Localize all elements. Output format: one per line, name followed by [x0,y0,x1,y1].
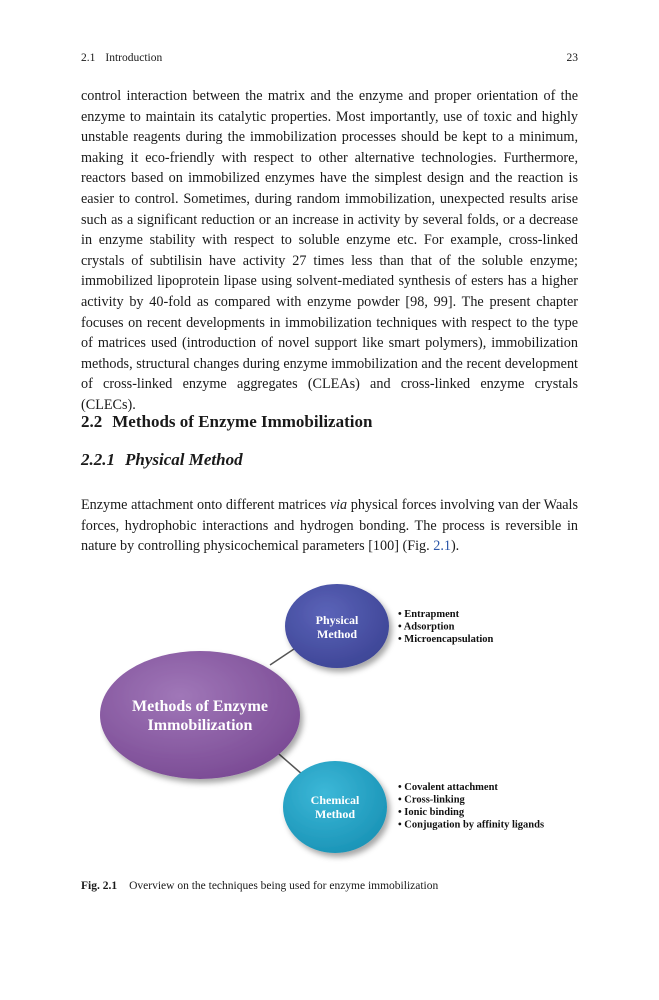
page-number: 23 [566,52,578,64]
running-head-left [81,52,162,64]
physical-method-list [398,609,494,645]
chemical-method-item: • Conjugation by affinity ligands [398,819,545,831]
figure-caption [81,880,438,892]
figure-caption-text: Overview on the techniques being used for enzyme immobilization [129,880,439,892]
section-heading [81,412,372,432]
section-number: 2.2 [81,412,103,431]
chemical-method-list [398,782,544,831]
subsection-number: 2.2.1 [81,450,115,469]
chemical-method-item: • Cross-linking [398,794,465,806]
running-head-section: 2.1 [81,52,96,64]
paragraph-physical-method [81,495,578,557]
paragraph-intro-text: control interaction between the matrix and the enzyme and proper orientation of the enzyme to maintain its catalytic properties. Most importantly, use of toxic and highly unstable reagents during the immobilization processes should be kept to a minimum, making it eco-friendly with respect to other alternative technologies. Furthermore, reactors based on immobilized enzymes have the simplest design and the reaction is easier to control. Sometimes, during random immobilization, unexpected results arise such as a significant reduction or an increase in activity by several folds, or a decrease in enzyme stability with respect to soluble enzyme etc. For example, cross-linked crystals of subtilisin have activity 27 times less than that of the soluble enzyme; immobilized lipoprotein lipase using solvent-mediated synthesis of esters has a higher activity by 40-fold as compared with enzyme powder [98, 99]. The present chapter focuses on recent developments in immobilization techniques with respect to the type of matrices used (introduction of novel support like smart polymers), immobilization methods, structural changes during enzyme immobilization and the recent development of cross-linked enzyme aggregates (CLEAs) and cross-linked enzyme crystals (CLECs). [81,88,578,413]
physical-method-item: • Entrapment [398,609,460,620]
chemical-method-item: • Ionic binding [398,807,465,818]
physical-node-line2: Method [317,627,357,641]
chemical-method-item: • Covalent attachment [398,782,498,793]
figure-reference-link[interactable]: 2.1 [433,538,451,555]
center-node-line2: Immobilization [147,717,253,734]
physical-method-item: • Adsorption [398,621,455,633]
paragraph-intro [81,86,578,416]
center-node-line1: Methods of Enzyme [132,698,268,715]
section-title: Methods of Enzyme Immobilization [112,412,373,431]
physical-node-line1: Physical [315,613,359,627]
physical-method-item: • Microencapsulation [398,634,494,645]
chemical-node-line2: Method [315,807,355,821]
figure-caption-label: Fig. 2.1 [81,880,118,892]
running-head [81,52,578,64]
center-node [100,651,300,779]
methods-diagram [100,570,560,870]
chemical-node-line1: Chemical [310,793,360,807]
paragraph-physical-part2: physical forces involving van der Waals forces, hydrophobic interactions and hydrogen bonding. The process is reversible in nature by controlling physicochemical parameters [100] (Fig. [81,497,578,555]
running-head-title: Introduction [105,52,163,64]
paragraph-physical-part3: ). [450,538,460,555]
subsection-title: Physical Method [125,450,243,469]
paragraph-physical-part1: Enzyme attachment onto different matrices [81,497,330,513]
paragraph-physical-italic: via [329,497,348,513]
subsection-heading [81,450,243,470]
